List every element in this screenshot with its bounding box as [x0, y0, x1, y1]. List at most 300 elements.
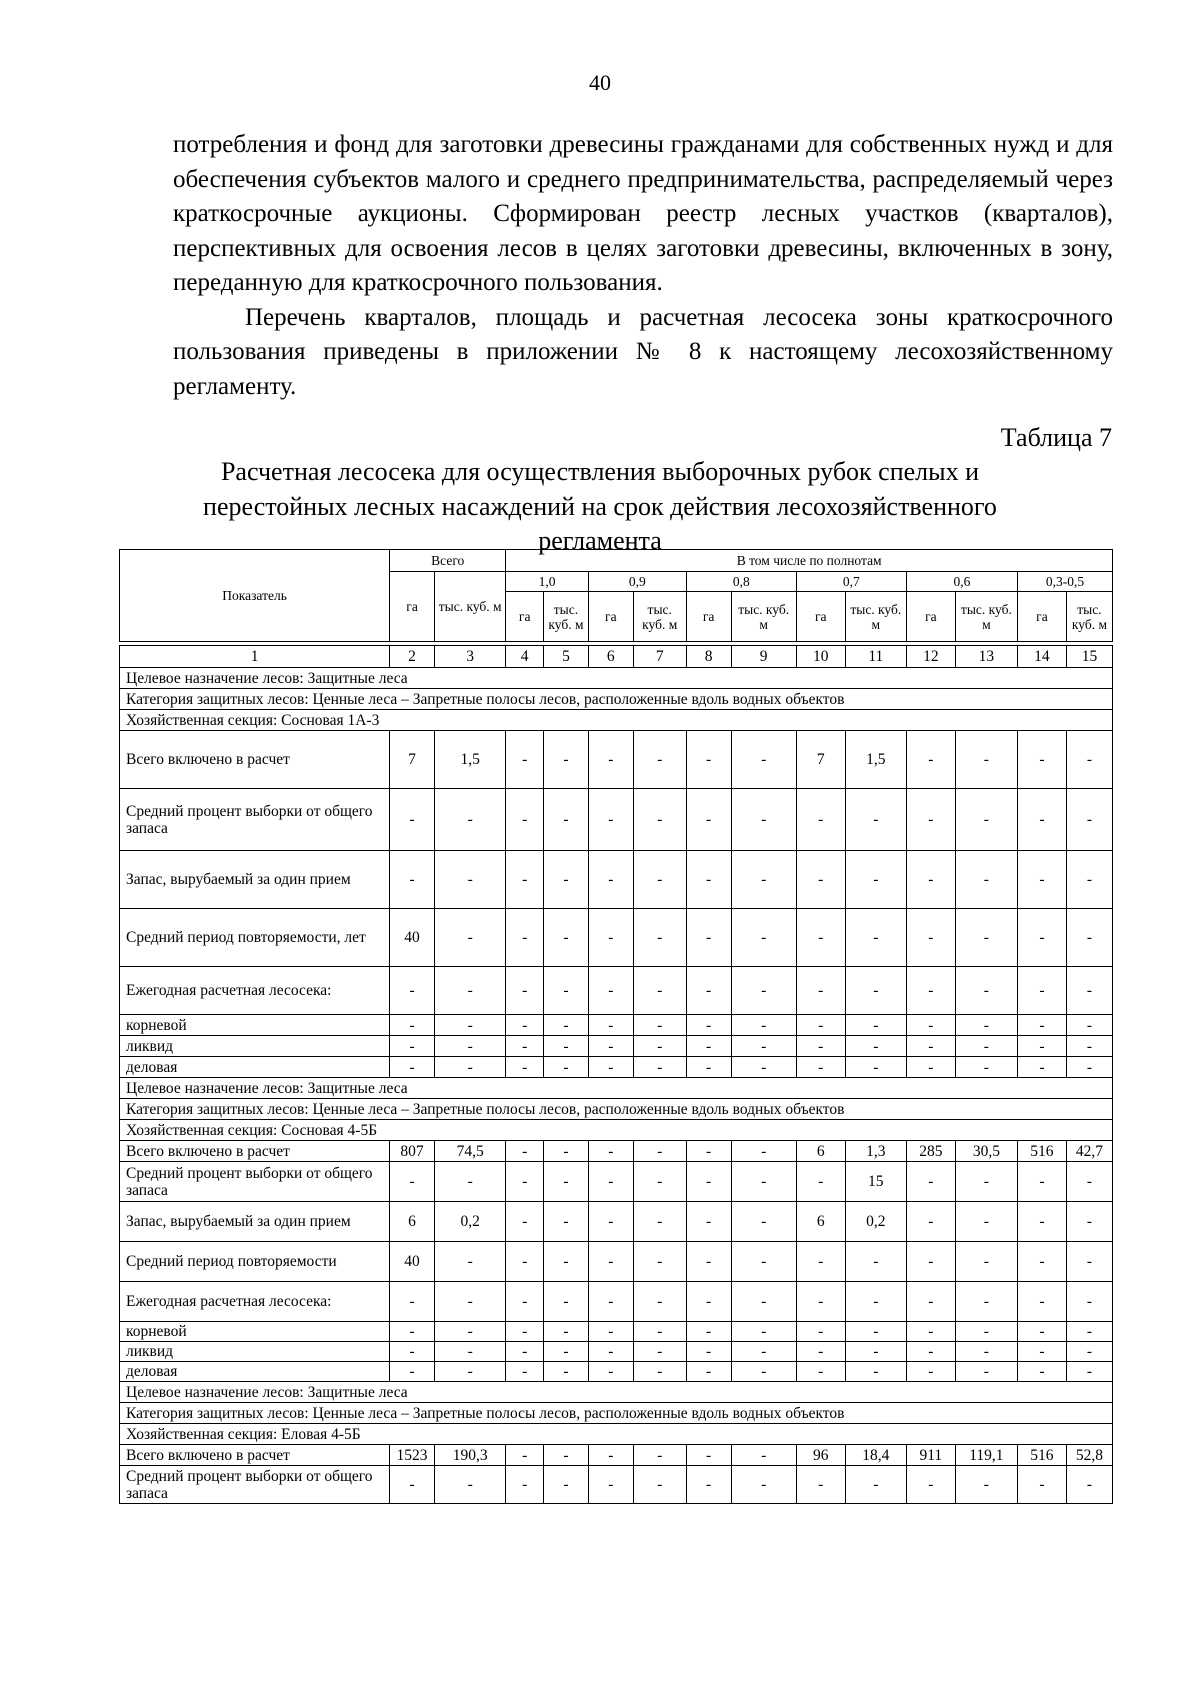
- table-title: Расчетная лесосека для осуществления выборочных рубок спелых и перестойных лесных насаждений на срок действия лесохозяйственного регламента: [203, 457, 997, 555]
- cell-value: -: [633, 1342, 686, 1362]
- cell-value: -: [796, 1162, 845, 1202]
- cell-value: -: [906, 967, 955, 1015]
- cell-value: -: [731, 1202, 796, 1242]
- cell-value: -: [845, 851, 906, 909]
- cell-value: -: [686, 1162, 731, 1202]
- cell-value: -: [633, 731, 686, 789]
- cell-value: -: [906, 1202, 955, 1242]
- header-total: Всего: [390, 550, 506, 572]
- cell-value: -: [686, 1342, 731, 1362]
- header-unit: тыс. куб. м: [434, 572, 505, 642]
- column-number: 5: [544, 646, 589, 668]
- cell-value: -: [390, 1057, 435, 1078]
- cell-value: -: [955, 1242, 1017, 1282]
- cell-value: 7: [390, 731, 435, 789]
- section-purpose: Целевое назначение лесов: Защитные леса: [120, 1078, 1113, 1099]
- cell-value: -: [633, 1322, 686, 1342]
- cell-value: -: [544, 1362, 589, 1382]
- cell-value: -: [588, 1057, 633, 1078]
- cell-value: -: [906, 1162, 955, 1202]
- cell-value: -: [955, 967, 1017, 1015]
- cell-value: -: [1066, 1322, 1112, 1342]
- cell-value: -: [544, 1141, 589, 1162]
- cell-value: 1523: [390, 1445, 435, 1466]
- cell-value: -: [906, 851, 955, 909]
- cell-value: -: [796, 1036, 845, 1057]
- cell-value: -: [686, 1141, 731, 1162]
- section-category: Категория защитных лесов: Ценные леса – Запретные полосы лесов, расположенные вдоль водных объектов: [120, 1403, 1113, 1424]
- section-section: Хозяйственная секция: Сосновая 4-5Б: [120, 1120, 1113, 1141]
- cell-value: -: [506, 1362, 544, 1382]
- cell-value: 30,5: [955, 1141, 1017, 1162]
- cell-value: -: [506, 1162, 544, 1202]
- cell-value: -: [506, 909, 544, 967]
- cell-value: -: [906, 1242, 955, 1282]
- cell-value: -: [1017, 967, 1066, 1015]
- table-row: [120, 1015, 1113, 1036]
- cell-value: -: [633, 1242, 686, 1282]
- cell-value: -: [633, 1162, 686, 1202]
- header-unit: га: [906, 592, 955, 642]
- cell-value: -: [544, 1342, 589, 1362]
- cell-value: -: [906, 1342, 955, 1362]
- cell-value: -: [544, 967, 589, 1015]
- cell-value: -: [845, 789, 906, 851]
- cell-value: -: [1066, 1015, 1112, 1036]
- cell-value: -: [906, 1057, 955, 1078]
- cell-value: -: [686, 1242, 731, 1282]
- cell-value: -: [633, 1466, 686, 1504]
- table-row: [120, 909, 1113, 967]
- table-row: [120, 1202, 1113, 1242]
- data-table: [119, 549, 1113, 1504]
- cell-value: -: [633, 1282, 686, 1322]
- cell-value: -: [955, 789, 1017, 851]
- row-label: Запас, вырубаемый за один прием: [120, 1202, 390, 1242]
- cell-value: -: [434, 1466, 505, 1504]
- row-label: Ежегодная расчетная лесосека:: [120, 1282, 390, 1322]
- cell-value: -: [390, 851, 435, 909]
- cell-value: -: [434, 1362, 505, 1382]
- cell-value: -: [1017, 1057, 1066, 1078]
- row-label: Средний процент выборки от общего запаса: [120, 789, 390, 851]
- cell-value: -: [731, 731, 796, 789]
- cell-value: -: [686, 789, 731, 851]
- cell-value: -: [731, 1322, 796, 1342]
- cell-value: -: [906, 1322, 955, 1342]
- cell-value: -: [731, 967, 796, 1015]
- row-label: деловая: [120, 1362, 390, 1382]
- cell-value: -: [633, 1141, 686, 1162]
- cell-value: 1,5: [434, 731, 505, 789]
- cell-value: -: [506, 1036, 544, 1057]
- cell-value: -: [633, 1057, 686, 1078]
- cell-value: -: [731, 1162, 796, 1202]
- cell-value: 7: [796, 731, 845, 789]
- cell-value: -: [506, 1141, 544, 1162]
- column-number: 3: [434, 646, 505, 668]
- cell-value: -: [731, 1057, 796, 1078]
- cell-value: -: [796, 909, 845, 967]
- cell-value: -: [845, 967, 906, 1015]
- cell-value: -: [633, 967, 686, 1015]
- table-row: [120, 1342, 1113, 1362]
- cell-value: -: [955, 1015, 1017, 1036]
- row-label: Средний период повторяемости: [120, 1242, 390, 1282]
- cell-value: -: [955, 1202, 1017, 1242]
- cell-value: -: [1066, 909, 1112, 967]
- cell-value: -: [796, 1242, 845, 1282]
- cell-value: -: [1066, 851, 1112, 909]
- cell-value: -: [1066, 1036, 1112, 1057]
- cell-value: -: [390, 1162, 435, 1202]
- header-unit: тыс. куб. м: [544, 592, 589, 642]
- cell-value: -: [906, 1015, 955, 1036]
- cell-value: -: [906, 909, 955, 967]
- column-number: 10: [796, 646, 845, 668]
- cell-value: -: [845, 1036, 906, 1057]
- cell-value: -: [544, 1322, 589, 1342]
- cell-value: -: [633, 851, 686, 909]
- header-unit: тыс. куб. м: [955, 592, 1017, 642]
- cell-value: -: [506, 1057, 544, 1078]
- header-density: 0,3-0,5: [1017, 572, 1112, 592]
- cell-value: -: [731, 1362, 796, 1382]
- cell-value: -: [1066, 1242, 1112, 1282]
- cell-value: -: [434, 1282, 505, 1322]
- header-by-density: В том числе по полнотам: [506, 550, 1113, 572]
- row-label: корневой: [120, 1015, 390, 1036]
- cell-value: -: [906, 789, 955, 851]
- cell-value: -: [434, 1162, 505, 1202]
- cell-value: -: [390, 1036, 435, 1057]
- cell-value: -: [390, 1015, 435, 1036]
- cell-value: -: [1066, 789, 1112, 851]
- cell-value: -: [845, 909, 906, 967]
- header-unit: тыс. куб. м: [731, 592, 796, 642]
- table-row: [120, 1242, 1113, 1282]
- cell-value: -: [955, 1162, 1017, 1202]
- cell-value: -: [588, 967, 633, 1015]
- table-row: [120, 1466, 1113, 1504]
- row-label: Средний период повторяемости, лет: [120, 909, 390, 967]
- cell-value: -: [1066, 967, 1112, 1015]
- cell-value: -: [731, 1036, 796, 1057]
- cell-value: -: [906, 1036, 955, 1057]
- row-label: корневой: [120, 1322, 390, 1342]
- cell-value: -: [506, 1242, 544, 1282]
- cell-value: -: [731, 789, 796, 851]
- cell-value: -: [845, 1466, 906, 1504]
- cell-value: -: [1017, 1202, 1066, 1242]
- cell-value: -: [588, 1141, 633, 1162]
- cell-value: -: [544, 851, 589, 909]
- cell-value: 42,7: [1066, 1141, 1112, 1162]
- cell-value: -: [588, 1466, 633, 1504]
- table-row: [120, 967, 1113, 1015]
- cell-value: -: [796, 851, 845, 909]
- cell-value: -: [731, 909, 796, 967]
- cell-value: 18,4: [845, 1445, 906, 1466]
- column-number: 8: [686, 646, 731, 668]
- cell-value: -: [686, 851, 731, 909]
- cell-value: -: [434, 1322, 505, 1342]
- header-unit: га: [390, 572, 435, 642]
- cell-value: -: [1017, 1036, 1066, 1057]
- column-number: 1: [120, 646, 390, 668]
- table-row: [120, 851, 1113, 909]
- cell-value: -: [1017, 1015, 1066, 1036]
- header-density: 0,6: [906, 572, 1017, 592]
- cell-value: 96: [796, 1445, 845, 1466]
- header-unit: га: [1017, 592, 1066, 642]
- cell-value: -: [506, 1342, 544, 1362]
- cell-value: -: [506, 1015, 544, 1036]
- header-unit: га: [796, 592, 845, 642]
- table-label: Таблица 7: [1000, 423, 1112, 452]
- cell-value: -: [796, 1466, 845, 1504]
- cell-value: -: [906, 731, 955, 789]
- cell-value: -: [544, 1282, 589, 1322]
- cell-value: -: [1066, 1342, 1112, 1362]
- table-row: [120, 1362, 1113, 1382]
- header-unit: тыс. куб. м: [633, 592, 686, 642]
- column-number: 15: [1066, 646, 1112, 668]
- cell-value: -: [1017, 909, 1066, 967]
- cell-value: -: [588, 1242, 633, 1282]
- cell-value: 6: [390, 1202, 435, 1242]
- table-row: [120, 1057, 1113, 1078]
- cell-value: -: [686, 1445, 731, 1466]
- cell-value: -: [588, 1322, 633, 1342]
- column-number: 7: [633, 646, 686, 668]
- cell-value: -: [588, 789, 633, 851]
- header-unit: га: [506, 592, 544, 642]
- cell-value: -: [796, 1342, 845, 1362]
- cell-value: 911: [906, 1445, 955, 1466]
- cell-value: -: [544, 1242, 589, 1282]
- table-row: [120, 1141, 1113, 1162]
- cell-value: -: [731, 1282, 796, 1322]
- cell-value: -: [731, 1242, 796, 1282]
- cell-value: -: [390, 1322, 435, 1342]
- table-row: [120, 1322, 1113, 1342]
- cell-value: -: [633, 1036, 686, 1057]
- paragraph-1: потребления и фонд для заготовки древесины гражданами для собственных нужд и для обеспечения субъектов малого и среднего предпринимательства, распределяемый через краткосрочные аукционы. Сформирован реестр лесных участков (кварталов), перспективных для освоения лесов в целях заготовки древесины, включенных в зону, переданную для краткосрочного пользования.: [173, 131, 1113, 296]
- cell-value: -: [633, 909, 686, 967]
- cell-value: -: [506, 731, 544, 789]
- cell-value: -: [1017, 1162, 1066, 1202]
- cell-value: -: [731, 1342, 796, 1362]
- header-indicator: Показатель: [120, 550, 390, 642]
- cell-value: -: [1017, 1362, 1066, 1382]
- row-label: Запас, вырубаемый за один прием: [120, 851, 390, 909]
- cell-value: -: [390, 1466, 435, 1504]
- cell-value: -: [588, 731, 633, 789]
- cell-value: -: [434, 1342, 505, 1362]
- cell-value: -: [955, 731, 1017, 789]
- cell-value: -: [544, 731, 589, 789]
- cell-value: -: [390, 967, 435, 1015]
- cell-value: -: [506, 967, 544, 1015]
- cell-value: -: [544, 1036, 589, 1057]
- cell-value: -: [1017, 851, 1066, 909]
- row-label: Всего включено в расчет: [120, 1141, 390, 1162]
- cell-value: 40: [390, 1242, 435, 1282]
- cell-value: -: [1066, 1057, 1112, 1078]
- header-density: 1,0: [506, 572, 589, 592]
- cell-value: -: [1066, 1202, 1112, 1242]
- cell-value: -: [506, 789, 544, 851]
- section-purpose: Целевое назначение лесов: Защитные леса: [120, 668, 1113, 689]
- cell-value: -: [544, 789, 589, 851]
- cell-value: 15: [845, 1162, 906, 1202]
- cell-value: 6: [796, 1202, 845, 1242]
- cell-value: -: [686, 909, 731, 967]
- cell-value: -: [588, 851, 633, 909]
- cell-value: -: [1017, 1242, 1066, 1282]
- cell-value: -: [390, 789, 435, 851]
- column-number: 9: [731, 646, 796, 668]
- cell-value: -: [906, 1466, 955, 1504]
- cell-value: 0,2: [434, 1202, 505, 1242]
- table-row: [120, 1162, 1113, 1202]
- cell-value: -: [544, 1445, 589, 1466]
- cell-value: -: [544, 909, 589, 967]
- cell-value: -: [506, 851, 544, 909]
- cell-value: -: [1017, 731, 1066, 789]
- column-number: 14: [1017, 646, 1066, 668]
- column-number: 4: [506, 646, 544, 668]
- cell-value: -: [588, 1162, 633, 1202]
- cell-value: -: [588, 1362, 633, 1382]
- cell-value: -: [845, 1362, 906, 1382]
- cell-value: 74,5: [434, 1141, 505, 1162]
- cell-value: -: [588, 1445, 633, 1466]
- cell-value: -: [796, 789, 845, 851]
- cell-value: -: [434, 851, 505, 909]
- cell-value: -: [955, 1036, 1017, 1057]
- cell-value: -: [845, 1322, 906, 1342]
- cell-value: -: [544, 1162, 589, 1202]
- cell-value: -: [796, 1015, 845, 1036]
- cell-value: -: [955, 1322, 1017, 1342]
- header-density: 0,8: [686, 572, 796, 592]
- cell-value: -: [588, 1036, 633, 1057]
- cell-value: -: [845, 1282, 906, 1322]
- cell-value: -: [845, 1242, 906, 1282]
- column-number: 13: [955, 646, 1017, 668]
- cell-value: -: [633, 789, 686, 851]
- column-number: 11: [845, 646, 906, 668]
- cell-value: -: [434, 967, 505, 1015]
- cell-value: -: [588, 909, 633, 967]
- cell-value: 52,8: [1066, 1445, 1112, 1466]
- cell-value: -: [544, 1057, 589, 1078]
- cell-value: 1,3: [845, 1141, 906, 1162]
- cell-value: -: [731, 1445, 796, 1466]
- cell-value: -: [906, 1282, 955, 1322]
- cell-value: -: [955, 1466, 1017, 1504]
- cell-value: -: [955, 1362, 1017, 1382]
- cell-value: -: [544, 1015, 589, 1036]
- table-row: [120, 1445, 1113, 1466]
- cell-value: -: [1066, 1282, 1112, 1322]
- cell-value: -: [955, 1057, 1017, 1078]
- cell-value: -: [1066, 731, 1112, 789]
- cell-value: -: [1017, 1466, 1066, 1504]
- paragraph-2: Перечень кварталов, площадь и расчетная лесосека зоны краткосрочного пользования приведены в приложении № 8 к настоящему лесохозяйственному регламенту.: [173, 303, 1113, 400]
- header-unit: га: [686, 592, 731, 642]
- cell-value: -: [434, 789, 505, 851]
- cell-value: -: [796, 1362, 845, 1382]
- cell-value: -: [588, 1015, 633, 1036]
- table-row: [120, 1282, 1113, 1322]
- cell-value: -: [434, 1057, 505, 1078]
- cell-value: -: [1066, 1162, 1112, 1202]
- section-section: Хозяйственная секция: Сосновая 1А-3: [120, 710, 1113, 731]
- cell-value: -: [434, 1015, 505, 1036]
- cell-value: -: [1017, 1322, 1066, 1342]
- column-number: 6: [588, 646, 633, 668]
- cell-value: -: [955, 1342, 1017, 1362]
- cell-value: -: [955, 909, 1017, 967]
- cell-value: -: [588, 1282, 633, 1322]
- cell-value: 516: [1017, 1141, 1066, 1162]
- cell-value: 516: [1017, 1445, 1066, 1466]
- cell-value: -: [434, 1242, 505, 1282]
- cell-value: -: [588, 1202, 633, 1242]
- cell-value: -: [906, 1362, 955, 1382]
- cell-value: 807: [390, 1141, 435, 1162]
- cell-value: -: [796, 1057, 845, 1078]
- cell-value: -: [434, 909, 505, 967]
- cell-value: -: [1017, 1342, 1066, 1362]
- cell-value: -: [686, 1282, 731, 1322]
- row-label: деловая: [120, 1057, 390, 1078]
- cell-value: -: [633, 1362, 686, 1382]
- row-label: Всего включено в расчет: [120, 1445, 390, 1466]
- section-section: Хозяйственная секция: Еловая 4-5Б: [120, 1424, 1113, 1445]
- cell-value: -: [544, 1202, 589, 1242]
- cell-value: -: [588, 1342, 633, 1362]
- cell-value: -: [1017, 789, 1066, 851]
- cell-value: 0,2: [845, 1202, 906, 1242]
- cell-value: -: [434, 1036, 505, 1057]
- cell-value: -: [1017, 1282, 1066, 1322]
- cell-value: -: [955, 851, 1017, 909]
- cell-value: -: [390, 1342, 435, 1362]
- table-row: [120, 731, 1113, 789]
- header-unit: га: [588, 592, 633, 642]
- cell-value: 40: [390, 909, 435, 967]
- row-label: ликвид: [120, 1342, 390, 1362]
- cell-value: -: [506, 1322, 544, 1342]
- cell-value: -: [796, 1282, 845, 1322]
- cell-value: -: [686, 1322, 731, 1342]
- cell-value: -: [544, 1466, 589, 1504]
- cell-value: -: [796, 967, 845, 1015]
- cell-value: -: [506, 1445, 544, 1466]
- header-unit: тыс. куб. м: [1066, 592, 1112, 642]
- cell-value: -: [955, 1282, 1017, 1322]
- row-label: ликвид: [120, 1036, 390, 1057]
- column-number: 2: [390, 646, 435, 668]
- cell-value: 119,1: [955, 1445, 1017, 1466]
- cell-value: 190,3: [434, 1445, 505, 1466]
- cell-value: -: [506, 1282, 544, 1322]
- cell-value: -: [1066, 1466, 1112, 1504]
